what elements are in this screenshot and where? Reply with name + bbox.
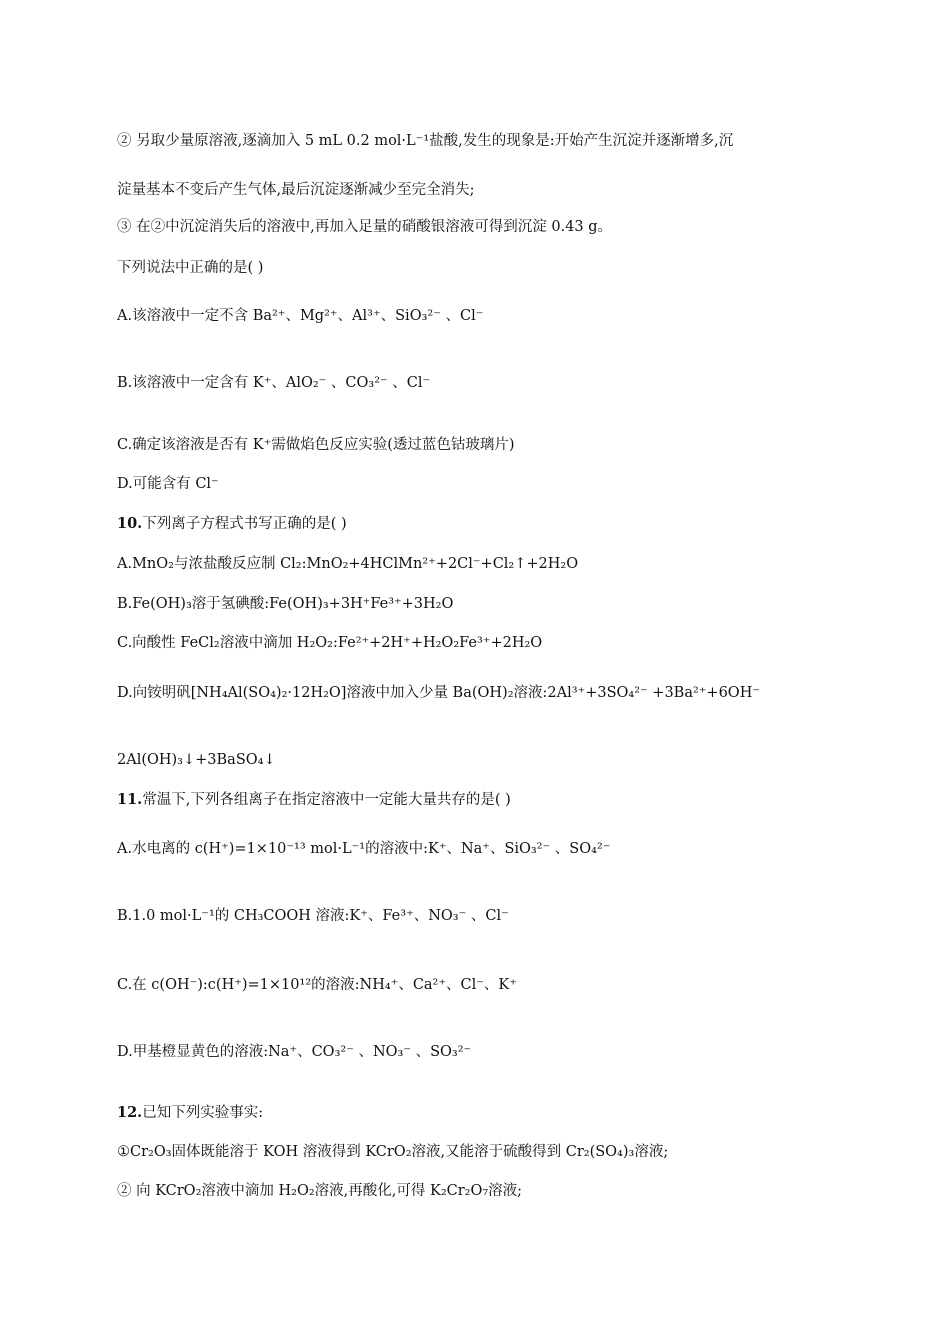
q10-heading: [117, 514, 347, 534]
q11-option-d: D.甲基橙显黄色的溶液:Na⁺、CO₃²⁻ 、NO₃⁻ 、SO₃²⁻: [117, 1044, 472, 1060]
q11-heading: [117, 790, 511, 810]
q10-number: 10.: [117, 515, 143, 532]
q12-heading: [117, 1103, 263, 1123]
q9-line-1: ② 另取少量原溶液,逐滴加入 5 mL 0.2 mol·L⁻¹盐酸,发生的现象是:开始产生沉淀并逐渐增多,沉: [117, 133, 734, 149]
q9-stem: 下列说法中正确的是( ): [117, 260, 264, 276]
q9-option-d: D.可能含有 Cl⁻: [117, 476, 219, 492]
q9-option-a: A.该溶液中一定不含 Ba²⁺、Mg²⁺、Al³⁺、SiO₃²⁻ 、Cl⁻: [117, 308, 484, 324]
q12-stem: 已知下列实验事实:: [142, 1105, 264, 1121]
q9-line-2: 淀量基本不变后产生气体,最后沉淀逐渐减少至完全消失;: [117, 182, 475, 198]
q10-option-d-line2: 2Al(OH)₃↓+3BaSO₄↓: [117, 752, 276, 768]
q9-option-c: C.确定该溶液是否有 K⁺需做焰色反应实验(透过蓝色钴玻璃片): [117, 437, 515, 453]
q10-option-d-line1: D.向铵明矾[NH₄Al(SO₄)₂·12H₂O]溶液中加入少量 Ba(OH)₂溶液:2Al³⁺+3SO₄²⁻ +3Ba²⁺+6OH⁻: [117, 685, 760, 701]
q11-option-c: C.在 c(OH⁻):c(H⁺)=1×10¹²的溶液:NH₄⁺、Ca²⁺、Cl⁻、K⁺: [117, 977, 517, 993]
q12-line-1: ①Cr₂O₃固体既能溶于 KOH 溶液得到 KCrO₂溶液,又能溶于硫酸得到 Cr₂(SO₄)₃溶液;: [117, 1144, 669, 1160]
q9-option-b: B.该溶液中一定含有 K⁺、AlO₂⁻ 、CO₃²⁻ 、Cl⁻: [117, 375, 431, 391]
q9-line-3: ③ 在②中沉淀消失后的溶液中,再加入足量的硝酸银溶液可得到沉淀 0.43 g。: [117, 219, 613, 235]
q12-number: 12.: [117, 1104, 143, 1121]
q11-number: 11.: [117, 791, 143, 808]
q11-option-b: B.1.0 mol·L⁻¹的 CH₃COOH 溶液:K⁺、Fe³⁺、NO₃⁻ 、Cl⁻: [117, 908, 509, 924]
q10-option-a: A.MnO₂与浓盐酸反应制 Cl₂:MnO₂+4HClMn²⁺+2Cl⁻+Cl₂↑+2H₂O: [117, 556, 579, 572]
q12-line-2: ② 向 KCrO₂溶液中滴加 H₂O₂溶液,再酸化,可得 K₂Cr₂O₇溶液;: [117, 1183, 523, 1199]
q10-stem: 下列离子方程式书写正确的是( ): [142, 516, 347, 532]
q10-option-b: B.Fe(OH)₃溶于氢碘酸:Fe(OH)₃+3H⁺Fe³⁺+3H₂O: [117, 596, 454, 612]
q11-option-a: A.水电离的 c(H⁺)=1×10⁻¹³ mol·L⁻¹的溶液中:K⁺、Na⁺、SiO₃²⁻ 、SO₄²⁻: [117, 841, 611, 857]
q11-stem: 常温下,下列各组离子在指定溶液中一定能大量共存的是( ): [142, 792, 511, 808]
q10-option-c: C.向酸性 FeCl₂溶液中滴加 H₂O₂:Fe²⁺+2H⁺+H₂O₂Fe³⁺+2H₂O: [117, 635, 543, 651]
